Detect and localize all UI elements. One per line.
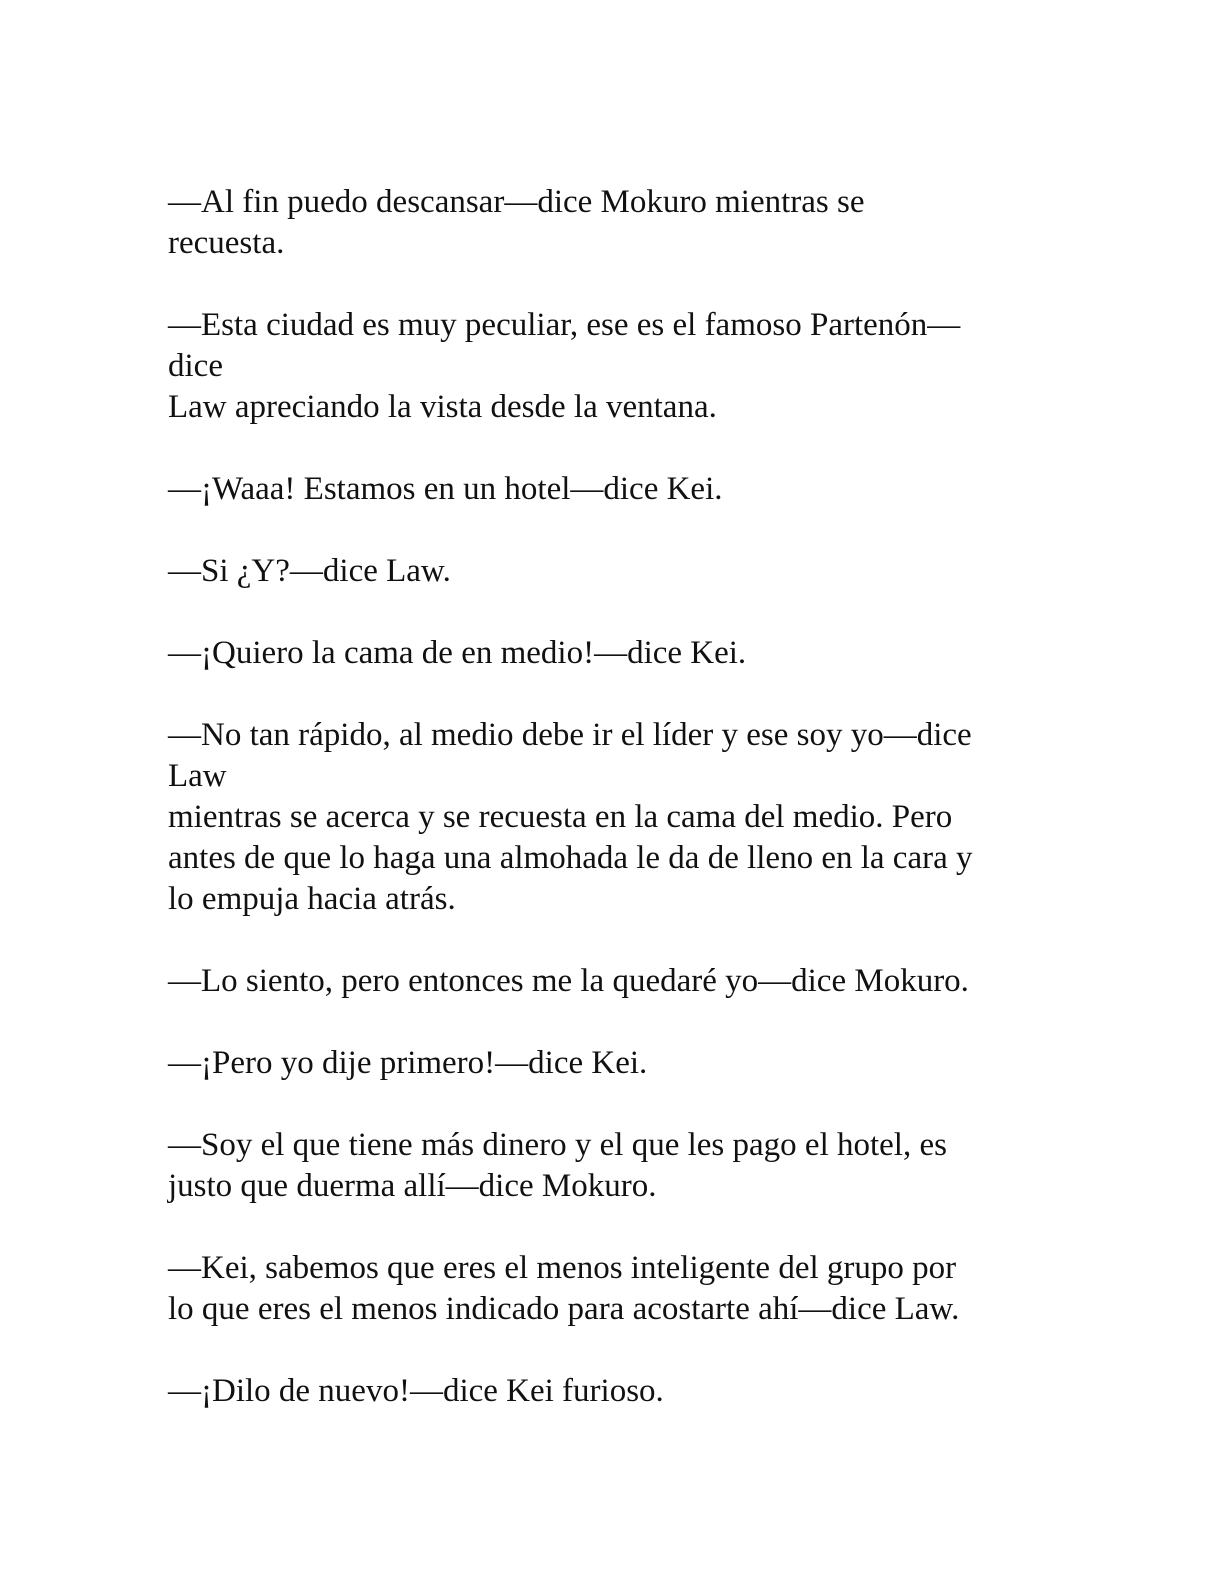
text-line: —Kei, sabemos que eres el menos inteligente del grupo por [168,1250,957,1286]
paragraph [168,715,1068,920]
paragraph [168,961,1068,1002]
text-line: —¡Pero yo dije primero!—dice Kei. [168,1045,648,1081]
paragraph [168,1043,1068,1084]
paragraph [168,182,1068,264]
text-line: —Si ¿Y?—dice Law. [168,553,451,589]
paragraph [168,1371,1068,1412]
paragraph [168,1248,1068,1330]
text-line: lo que eres el menos indicado para acostarte ahí—dice Law. [168,1291,960,1327]
text-line: recuesta. [168,225,285,261]
text-line: mientras se acerca y se recuesta en la cama del medio. Pero [168,799,953,835]
text-line: antes de que lo haga una almohada le da de lleno en la cara y [168,840,973,876]
paragraph [168,633,1068,674]
text-line: —Soy el que tiene más dinero y el que les pago el hotel, es [168,1127,947,1163]
paragraph [168,551,1068,592]
text-line: dice [168,348,223,384]
text-line: —¡Quiero la cama de en medio!—dice Kei. [168,635,747,671]
text-line: —Esta ciudad es muy peculiar, ese es el famoso Partenón— [168,307,961,343]
text-line: —No tan rápido, al medio debe ir el líder y ese soy yo—dice [168,717,972,753]
text-line: Law apreciando la vista desde la ventana. [168,389,717,425]
text-line: Law [168,758,227,794]
paragraph [168,1125,1068,1207]
text-line: justo que duerma allí—dice Mokuro. [168,1168,657,1204]
text-line: —Lo siento, pero entonces me la quedaré yo—dice Mokuro. [168,963,969,999]
paragraph [168,469,1068,510]
text-line: —¡Waaa! Estamos en un hotel—dice Kei. [168,471,723,507]
text-body [168,182,1068,1453]
paragraph [168,305,1068,428]
text-line: —Al fin puedo descansar—dice Mokuro mientras se [168,184,865,220]
text-line: lo empuja hacia atrás. [168,881,456,917]
text-line: —¡Dilo de nuevo!—dice Kei furioso. [168,1373,664,1409]
